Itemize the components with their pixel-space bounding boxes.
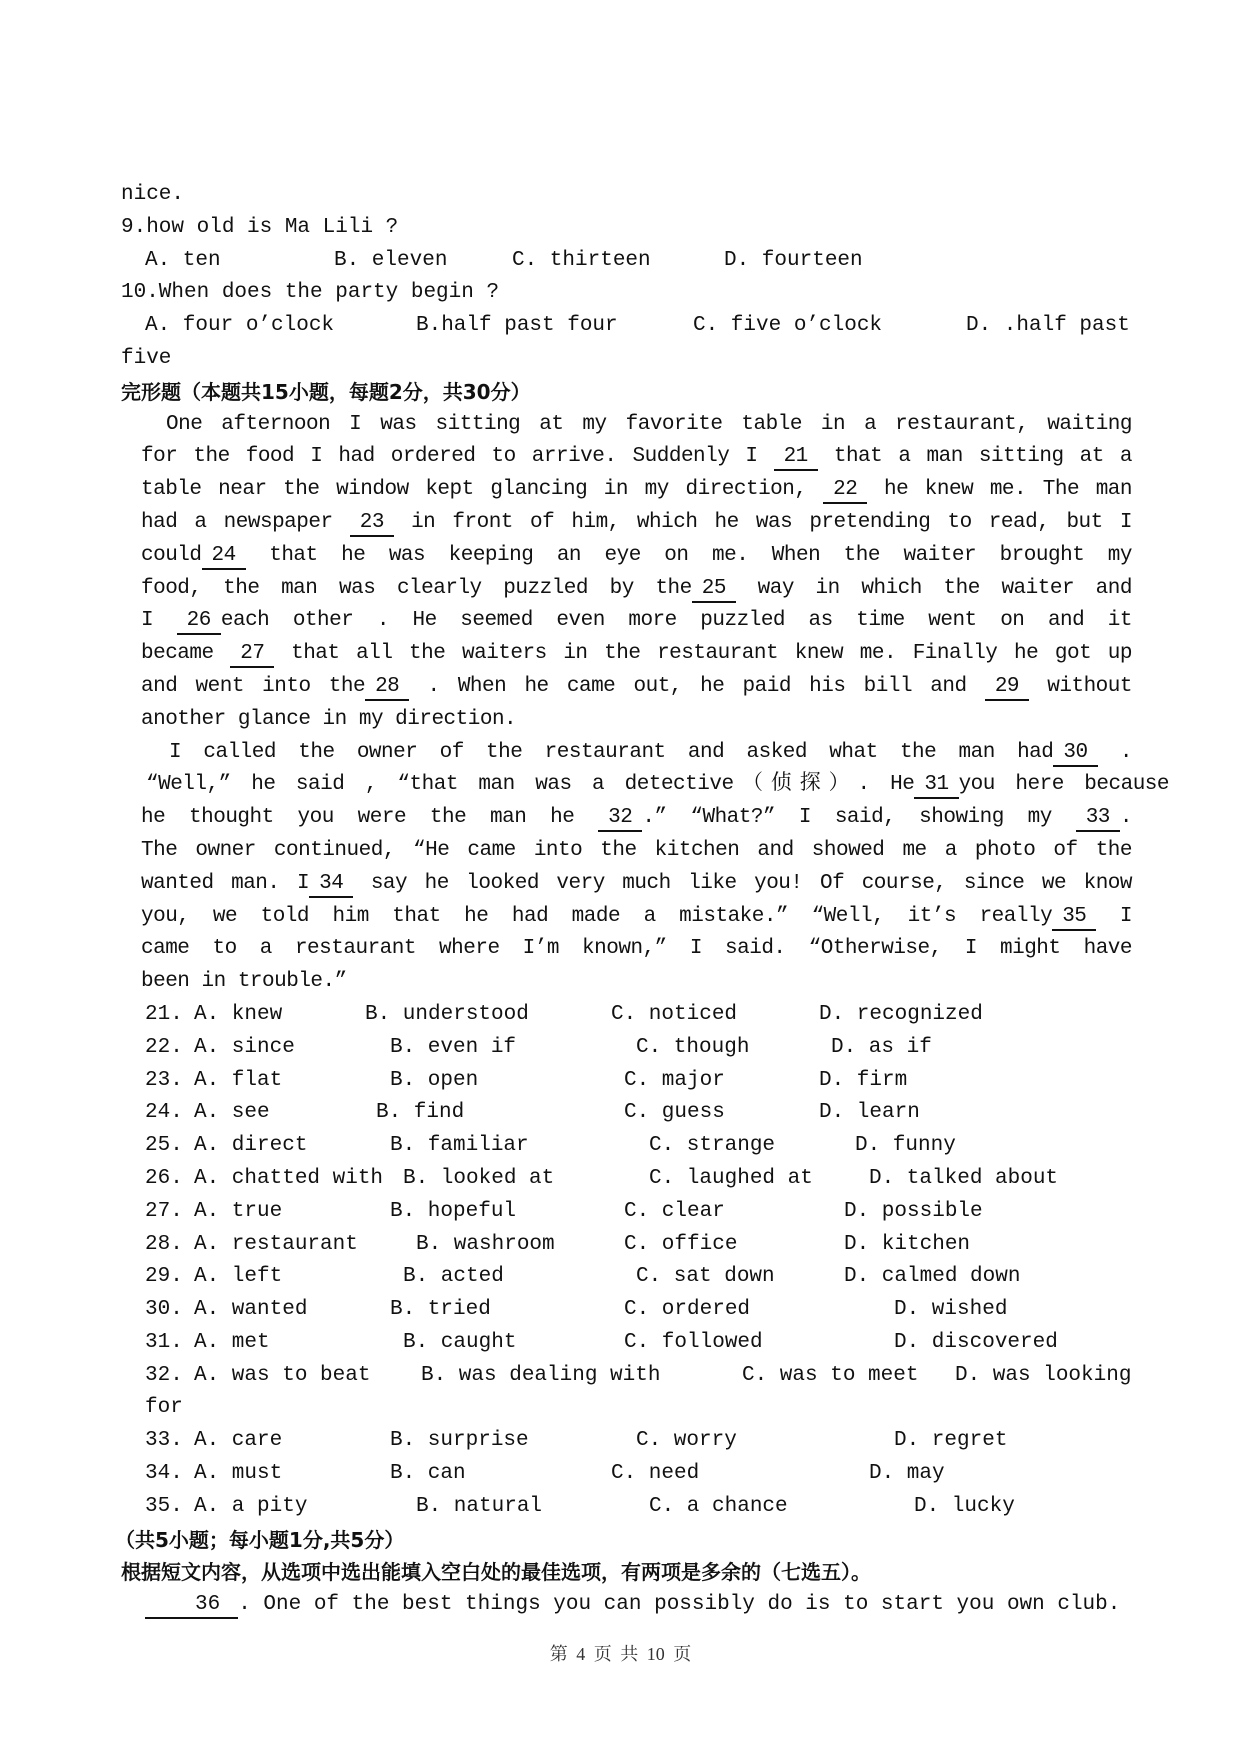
passage-fragment: I called the owner of the restaurant and asked what the man had xyxy=(169,740,1054,764)
blank-33: 33 xyxy=(1076,806,1120,832)
cloze-option-row xyxy=(0,1163,1241,1196)
option-a: A. see xyxy=(194,1101,270,1125)
option: D. fourteen xyxy=(724,248,863,272)
option-a: A. restaurant xyxy=(194,1232,358,1256)
passage-fragment: say he looked very much like you! Of course, since we know xyxy=(353,871,1132,895)
option-a: A. must xyxy=(194,1462,283,1486)
question-number: 27. xyxy=(145,1199,183,1223)
option: B. eleven xyxy=(334,248,448,272)
option-c: C. need xyxy=(611,1462,700,1486)
blank-29: 29 xyxy=(985,675,1029,701)
blank-28: 28 xyxy=(365,675,409,701)
passage-text xyxy=(141,901,1132,934)
option-c: C. laughed at xyxy=(649,1166,813,1190)
section-instruction-text: 根据短文内容，从选项中选出能填入空白处的最佳选项，有两项是多余的（七选五）。 xyxy=(121,1560,871,1585)
passage-fragment: for the food I had ordered to arrive. Suddenly I xyxy=(141,445,774,469)
question-36-text xyxy=(145,1589,1120,1622)
option-d: D. as if xyxy=(831,1035,932,1059)
option-b: B. open xyxy=(390,1068,479,1092)
passage-fragment: another glance in my direction. xyxy=(141,707,517,731)
blank-23: 23 xyxy=(350,511,394,537)
passage-fragment: way in which the waiter and xyxy=(735,576,1132,600)
option-d: D. firm xyxy=(819,1068,908,1092)
passage-line xyxy=(0,605,1241,638)
cloze-option-row xyxy=(0,1294,1241,1327)
question-text: 10.When does the party begin ? xyxy=(121,281,500,305)
question-10-options xyxy=(0,310,1241,343)
passage-fragment: came to a restaurant where I’m known,” I said. “Otherwise, I might have xyxy=(141,937,1132,961)
cloze-option-row xyxy=(0,1130,1241,1163)
passage-line xyxy=(0,441,1241,474)
cloze-option-row xyxy=(0,1229,1241,1262)
option-b: B. even if xyxy=(390,1035,517,1059)
passage-text xyxy=(141,802,1132,835)
option-a: A. chatted with xyxy=(194,1166,384,1190)
passage-fragment: wanted man. I xyxy=(141,871,310,895)
option: A. four o’clock xyxy=(145,314,335,338)
passage-text xyxy=(141,441,1132,474)
option-c: C. followed xyxy=(624,1330,763,1354)
passage-fragment: he thought you were the man he xyxy=(141,806,599,830)
question-number: 30. xyxy=(145,1298,183,1322)
question-36 xyxy=(0,1589,1241,1622)
passage-text xyxy=(141,573,1132,606)
passage-fragment: food, the man was clearly puzzled by the xyxy=(141,576,692,600)
text-line xyxy=(0,179,1241,212)
option-a: A. care xyxy=(194,1429,283,1453)
option-b: B. acted xyxy=(403,1265,504,1289)
option: D. .half past xyxy=(966,314,1130,338)
passage-fragment: table near the window kept glancing in my direction, xyxy=(141,478,824,502)
option-c: C. a chance xyxy=(649,1494,788,1518)
passage-line xyxy=(0,704,1241,737)
blank-36: 36 xyxy=(145,1593,238,1619)
passage-line xyxy=(0,409,1241,442)
passage-line xyxy=(0,868,1241,901)
passage-fragment: . When he came out, he paid his bill and xyxy=(409,674,985,698)
option-d: D. talked about xyxy=(869,1166,1059,1190)
option-wrap: five xyxy=(121,346,172,370)
option-d: D. was looking xyxy=(955,1363,1132,1387)
sentence: . One of the best things you can possibly do is to start you own club. xyxy=(238,1593,1121,1617)
passage-fragment: could xyxy=(141,543,202,567)
cloze-option-row xyxy=(0,1360,1241,1393)
passage-fragment: in front of him, which he was pretending to read, but I xyxy=(393,510,1132,534)
option-d: D. calmed down xyxy=(844,1265,1021,1289)
passage-text xyxy=(141,868,1132,901)
passage-text xyxy=(141,638,1132,671)
blank-30: 30 xyxy=(1053,741,1097,767)
option-c: C. clear xyxy=(624,1199,725,1223)
question-number: 28. xyxy=(145,1232,183,1256)
passage-fragment: had a newspaper xyxy=(141,510,350,534)
section-heading: 完形题（本题共15小题，每题2分，共30分） xyxy=(121,379,531,404)
option: A. ten xyxy=(145,248,221,272)
passage-text xyxy=(141,835,1132,868)
option: C. five o’clock xyxy=(693,314,883,338)
passage-fragment: and went into the xyxy=(141,674,366,698)
passage-text xyxy=(169,737,1132,770)
question-text: 9.how old is Ma Lili ? xyxy=(121,215,399,239)
passage-line xyxy=(0,573,1241,606)
passage-fragment: each other . He seemed even more puzzled as time went on and it xyxy=(220,609,1132,633)
passage-fragment: One afternoon I was sitting at my favorite table in a restaurant, waiting xyxy=(166,412,1132,436)
passage-fragment: been in trouble.” xyxy=(141,970,347,994)
question-9 xyxy=(0,212,1241,245)
passage-text xyxy=(141,704,1132,737)
option-c: C. guess xyxy=(624,1101,725,1125)
option-a: A. knew xyxy=(194,1002,283,1026)
section-instruction xyxy=(0,1556,1241,1589)
passage-fragment: that all the waiters in the restaurant knew me. Finally he got up xyxy=(274,642,1132,666)
option-c: C. office xyxy=(624,1232,738,1256)
passage-fragment: you here because xyxy=(958,773,1170,797)
option: C. thirteen xyxy=(512,248,651,272)
section-score xyxy=(0,1524,1241,1557)
section-heading: （共5小题；每小题1分,共5分） xyxy=(115,1527,405,1552)
cloze-option-wrap xyxy=(0,1392,1241,1425)
passage-fragment: . xyxy=(1097,740,1132,764)
cloze-option-row xyxy=(0,1458,1241,1491)
passage-fragment: you, we told him that he had made a mistake.” “Well, it’s really xyxy=(141,904,1053,928)
option-d: D. discovered xyxy=(894,1330,1058,1354)
cloze-option-row xyxy=(0,1065,1241,1098)
passage-line xyxy=(0,507,1241,540)
option: B.half past four xyxy=(416,314,618,338)
blank-21: 21 xyxy=(774,445,818,471)
passage-text xyxy=(141,474,1132,507)
option-a: A. a pity xyxy=(194,1494,308,1518)
question-9-options xyxy=(0,245,1241,278)
question-number: 35. xyxy=(145,1494,183,1518)
option-a: A. met xyxy=(194,1330,270,1354)
passage-fragment: .” “What?” I said, showing my xyxy=(642,806,1076,830)
passage-text xyxy=(141,933,1132,966)
passage-line xyxy=(0,933,1241,966)
cloze-option-row xyxy=(0,1261,1241,1294)
option-a: A. flat xyxy=(194,1068,283,1092)
option-b: B. find xyxy=(376,1101,465,1125)
exam-page-content xyxy=(0,179,1241,1622)
passage-fragment: that he was keeping an eye on me. When the waiter brought my xyxy=(245,543,1132,567)
option-c: C. though xyxy=(636,1035,750,1059)
passage-line xyxy=(0,474,1241,507)
option-b: B. tried xyxy=(390,1298,491,1322)
option-b: B. was dealing with xyxy=(421,1363,661,1387)
passage-fragment: he knew me. The man xyxy=(867,478,1132,502)
blank-22: 22 xyxy=(823,478,867,504)
option-d: D. may xyxy=(869,1462,945,1486)
passage-text xyxy=(141,507,1132,540)
question-number: 22. xyxy=(145,1035,183,1059)
cloze-option-row xyxy=(0,1425,1241,1458)
cloze-option-row xyxy=(0,1097,1241,1130)
cloze-heading xyxy=(0,376,1241,409)
question-number: 21. xyxy=(145,1002,183,1026)
blank-35: 35 xyxy=(1052,905,1096,931)
option-c: C. worry xyxy=(636,1429,737,1453)
passage-text xyxy=(141,605,1132,638)
passage-fragment: became xyxy=(141,642,231,666)
option-c: C. sat down xyxy=(636,1265,775,1289)
cloze-option-row xyxy=(0,1196,1241,1229)
option-b: B. caught xyxy=(403,1330,517,1354)
passage-text xyxy=(166,409,1132,442)
passage-fragment: The owner continued, “He came into the kitchen and showed me a photo of the xyxy=(141,838,1132,862)
passage-fragment: I xyxy=(141,609,177,633)
passage-fragment: that a man sitting at a xyxy=(817,445,1132,469)
option-a: A. was to beat xyxy=(194,1363,371,1387)
page-footer: 第 4 页 共 10 页 xyxy=(549,1644,692,1664)
cloze-option-row xyxy=(0,1327,1241,1360)
passage-text xyxy=(141,671,1132,704)
question-10 xyxy=(0,277,1241,310)
question-number: 29. xyxy=(145,1265,183,1289)
option-d: D. learn xyxy=(819,1101,920,1125)
option-b: B. washroom xyxy=(416,1232,555,1256)
text: nice. xyxy=(121,183,185,206)
option-wrap: for xyxy=(145,1396,183,1420)
passage-text xyxy=(141,966,1132,999)
blank-25: 25 xyxy=(692,577,736,603)
question-number: 23. xyxy=(145,1068,183,1092)
cloze-option-row xyxy=(0,1491,1241,1524)
question-number: 32. xyxy=(145,1363,183,1387)
option-d: D. lucky xyxy=(914,1494,1015,1518)
blank-27: 27 xyxy=(230,642,274,668)
passage-line xyxy=(0,802,1241,835)
passage-line xyxy=(0,769,1241,802)
blank-24: 24 xyxy=(202,544,246,570)
option-d: D. regret xyxy=(894,1429,1008,1453)
passage-fragment: without xyxy=(1029,674,1132,698)
option-a: A. true xyxy=(194,1199,283,1223)
option-a: A. wanted xyxy=(194,1298,308,1322)
option-d: D. kitchen xyxy=(844,1232,971,1256)
passage-line xyxy=(0,835,1241,868)
blank-31: 31 xyxy=(914,773,958,799)
option-a: A. direct xyxy=(194,1134,308,1158)
passage-fragment: “Well,” he said , “that man was a detective（侦探）. He xyxy=(146,773,915,797)
passage-fragment: I xyxy=(1096,904,1132,928)
passage-text xyxy=(141,540,1132,573)
option-d: D. funny xyxy=(855,1134,956,1158)
passage-text xyxy=(146,769,1169,802)
option-a: A. left xyxy=(194,1265,283,1289)
option-b: B. familiar xyxy=(390,1134,529,1158)
cloze-option-row xyxy=(0,1032,1241,1065)
option-d: D. wished xyxy=(894,1298,1008,1322)
option-c: C. major xyxy=(624,1068,725,1092)
question-number: 33. xyxy=(145,1429,183,1453)
option-d: D. recognized xyxy=(819,1002,983,1026)
question-number: 31. xyxy=(145,1330,183,1354)
option-b: B. hopeful xyxy=(390,1199,517,1223)
option-b: B. surprise xyxy=(390,1429,529,1453)
passage-line xyxy=(0,638,1241,671)
blank-32: 32 xyxy=(598,806,642,832)
option-b: B. understood xyxy=(365,1002,529,1026)
option-b: B. can xyxy=(390,1462,466,1486)
option-c: C. noticed xyxy=(611,1002,738,1026)
passage-line xyxy=(0,901,1241,934)
question-10-wrap xyxy=(0,343,1241,376)
passage-line xyxy=(0,737,1241,770)
cloze-option-row xyxy=(0,999,1241,1032)
passage-line xyxy=(0,671,1241,704)
passage-line xyxy=(0,966,1241,999)
option-b: B. looked at xyxy=(403,1166,555,1190)
blank-26: 26 xyxy=(177,609,221,635)
question-number: 34. xyxy=(145,1462,183,1486)
option-c: C. strange xyxy=(649,1134,776,1158)
option-c: C. ordered xyxy=(624,1298,751,1322)
passage-fragment: . xyxy=(1119,806,1133,830)
option-a: A. since xyxy=(194,1035,295,1059)
option-c: C. was to meet xyxy=(742,1363,919,1387)
question-number: 24. xyxy=(145,1101,183,1125)
question-number: 26. xyxy=(145,1166,183,1190)
passage-line xyxy=(0,540,1241,573)
option-b: B. natural xyxy=(416,1494,543,1518)
question-number: 25. xyxy=(145,1134,183,1158)
option-d: D. possible xyxy=(844,1199,983,1223)
blank-34: 34 xyxy=(309,872,353,898)
